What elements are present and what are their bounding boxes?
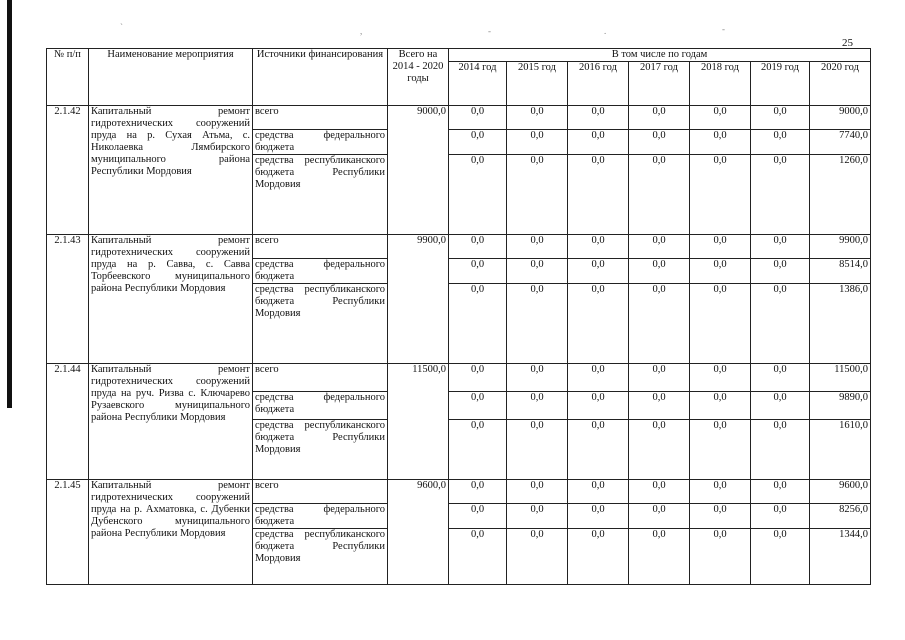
year-value: 0,0	[449, 529, 507, 585]
year-value: 0,0	[507, 529, 568, 585]
year-value: 0,0	[629, 155, 690, 235]
scan-speck: `	[120, 22, 123, 32]
year-value: 0,0	[507, 284, 568, 364]
source-republic: средства республиканского бюджета Республики Мордовия	[253, 284, 388, 364]
source-federal: средства федерального бюджета	[253, 259, 388, 284]
source-republic: средства республиканского бюджета Республики Мордовия	[253, 529, 388, 585]
year-value: 0,0	[449, 106, 507, 130]
header-year: 2014 год	[449, 62, 507, 106]
year-value: 0,0	[629, 480, 690, 504]
source-all: всего	[253, 235, 388, 259]
year-value: 0,0	[751, 504, 810, 529]
header-year: 2020 год	[810, 62, 871, 106]
table-row	[47, 364, 871, 392]
year-value: 11500,0	[810, 364, 871, 392]
year-value: 0,0	[507, 130, 568, 155]
year-value: 0,0	[751, 529, 810, 585]
year-value: 0,0	[507, 235, 568, 259]
row-number: 2.1.45	[47, 480, 89, 585]
year-value: 0,0	[507, 392, 568, 420]
year-value: 0,0	[690, 155, 751, 235]
year-value: 0,0	[751, 480, 810, 504]
binder-edge	[7, 0, 12, 408]
source-federal: средства федерального бюджета	[253, 392, 388, 420]
year-value: 0,0	[751, 130, 810, 155]
year-value: 0,0	[568, 364, 629, 392]
year-value: 7740,0	[810, 130, 871, 155]
year-value: 0,0	[690, 504, 751, 529]
row-total: 9000,0	[388, 106, 449, 235]
year-value: 0,0	[629, 529, 690, 585]
row-number: 2.1.42	[47, 106, 89, 235]
year-value: 0,0	[568, 529, 629, 585]
header-year: 2016 год	[568, 62, 629, 106]
row-total: 9900,0	[388, 235, 449, 364]
year-value: 0,0	[568, 480, 629, 504]
year-value: 0,0	[449, 420, 507, 480]
year-value: 0,0	[449, 155, 507, 235]
scan-speck: -	[722, 24, 725, 34]
year-value: 0,0	[690, 259, 751, 284]
year-value: 0,0	[690, 392, 751, 420]
row-number: 2.1.43	[47, 235, 89, 364]
year-value: 0,0	[449, 284, 507, 364]
source-republic: средства республиканского бюджета Республики Мордовия	[253, 420, 388, 480]
measure-name: Капитальный ремонт гидротехнических сооружений пруда на р. Сухая Атьма, с. Николаевка Лямбирского муниципального района Республики Мордовия	[89, 106, 253, 235]
year-value: 1610,0	[810, 420, 871, 480]
measure-name: Капитальный ремонт гидротехнических сооружений пруда на р. Ахматовка, с. Дубенки Дубенского муниципального района Республики Мордовия	[89, 480, 253, 585]
year-value: 8256,0	[810, 504, 871, 529]
year-value: 0,0	[568, 392, 629, 420]
year-value: 0,0	[629, 504, 690, 529]
header-total: Всего на 2014 - 2020 годы	[388, 49, 449, 106]
year-value: 0,0	[507, 504, 568, 529]
year-value: 0,0	[690, 364, 751, 392]
year-value: 0,0	[507, 480, 568, 504]
year-value: 0,0	[751, 364, 810, 392]
measure-name: Капитальный ремонт гидротехнических сооружений пруда на руч. Ризва с. Ключарево Рузаевского муниципального района Республики Мордовия	[89, 364, 253, 480]
header-year: 2017 год	[629, 62, 690, 106]
page-number: 25	[842, 37, 853, 49]
year-value: 0,0	[690, 480, 751, 504]
scan-speck: .	[604, 26, 607, 36]
year-value: 0,0	[751, 259, 810, 284]
year-value: 1386,0	[810, 284, 871, 364]
year-value: 0,0	[568, 235, 629, 259]
header-year: 2015 год	[507, 62, 568, 106]
header-sources: Источники финансирования	[253, 49, 388, 106]
row-total: 11500,0	[388, 364, 449, 480]
year-value: 0,0	[629, 420, 690, 480]
year-value: 0,0	[751, 392, 810, 420]
year-value: 0,0	[449, 364, 507, 392]
year-value: 0,0	[568, 284, 629, 364]
year-value: 9890,0	[810, 392, 871, 420]
scan-speck: -	[488, 26, 491, 36]
year-value: 0,0	[690, 284, 751, 364]
source-federal: средства федерального бюджета	[253, 504, 388, 529]
funding-table	[46, 48, 871, 585]
source-all: всего	[253, 364, 388, 392]
year-value: 0,0	[690, 130, 751, 155]
header-year: 2018 год	[690, 62, 751, 106]
table-row	[47, 106, 871, 130]
year-value: 0,0	[629, 106, 690, 130]
row-total: 9600,0	[388, 480, 449, 585]
year-value: 0,0	[507, 155, 568, 235]
scan-speck: ,	[360, 26, 363, 36]
year-value: 0,0	[568, 259, 629, 284]
year-value: 0,0	[629, 364, 690, 392]
source-federal: средства федерального бюджета	[253, 130, 388, 155]
year-value: 0,0	[690, 235, 751, 259]
year-value: 0,0	[568, 106, 629, 130]
year-value: 0,0	[568, 504, 629, 529]
year-value: 0,0	[449, 480, 507, 504]
source-all: всего	[253, 106, 388, 130]
year-value: 0,0	[629, 284, 690, 364]
header-by-years: В том числе по годам	[449, 49, 871, 62]
year-value: 0,0	[449, 259, 507, 284]
year-value: 9600,0	[810, 480, 871, 504]
year-value: 0,0	[449, 392, 507, 420]
year-value: 9000,0	[810, 106, 871, 130]
year-value: 0,0	[507, 106, 568, 130]
year-value: 0,0	[449, 235, 507, 259]
year-value: 0,0	[690, 106, 751, 130]
header-name: Наименование мероприятия	[89, 49, 253, 106]
year-value: 0,0	[629, 392, 690, 420]
year-value: 0,0	[568, 130, 629, 155]
year-value: 0,0	[568, 420, 629, 480]
year-value: 0,0	[629, 259, 690, 284]
year-value: 8514,0	[810, 259, 871, 284]
source-all: всего	[253, 480, 388, 504]
source-republic: средства республиканского бюджета Республики Мордовия	[253, 155, 388, 235]
table-row	[47, 235, 871, 259]
year-value: 0,0	[751, 155, 810, 235]
year-value: 1344,0	[810, 529, 871, 585]
year-value: 0,0	[629, 130, 690, 155]
year-value: 0,0	[629, 235, 690, 259]
year-value: 1260,0	[810, 155, 871, 235]
year-value: 0,0	[507, 420, 568, 480]
header-year: 2019 год	[751, 62, 810, 106]
year-value: 0,0	[751, 420, 810, 480]
year-value: 0,0	[568, 155, 629, 235]
year-value: 0,0	[751, 284, 810, 364]
year-value: 0,0	[507, 364, 568, 392]
table-row	[47, 480, 871, 504]
year-value: 0,0	[690, 420, 751, 480]
year-value: 0,0	[449, 504, 507, 529]
year-value: 0,0	[751, 106, 810, 130]
year-value: 0,0	[751, 235, 810, 259]
year-value: 0,0	[449, 130, 507, 155]
year-value: 0,0	[690, 529, 751, 585]
row-number: 2.1.44	[47, 364, 89, 480]
year-value: 0,0	[507, 259, 568, 284]
header-num: № п/п	[47, 49, 89, 106]
measure-name: Капитальный ремонт гидротехнических сооружений пруда на р. Савва, с. Савва Торбеевского муниципального района Республики Мордовия	[89, 235, 253, 364]
year-value: 9900,0	[810, 235, 871, 259]
